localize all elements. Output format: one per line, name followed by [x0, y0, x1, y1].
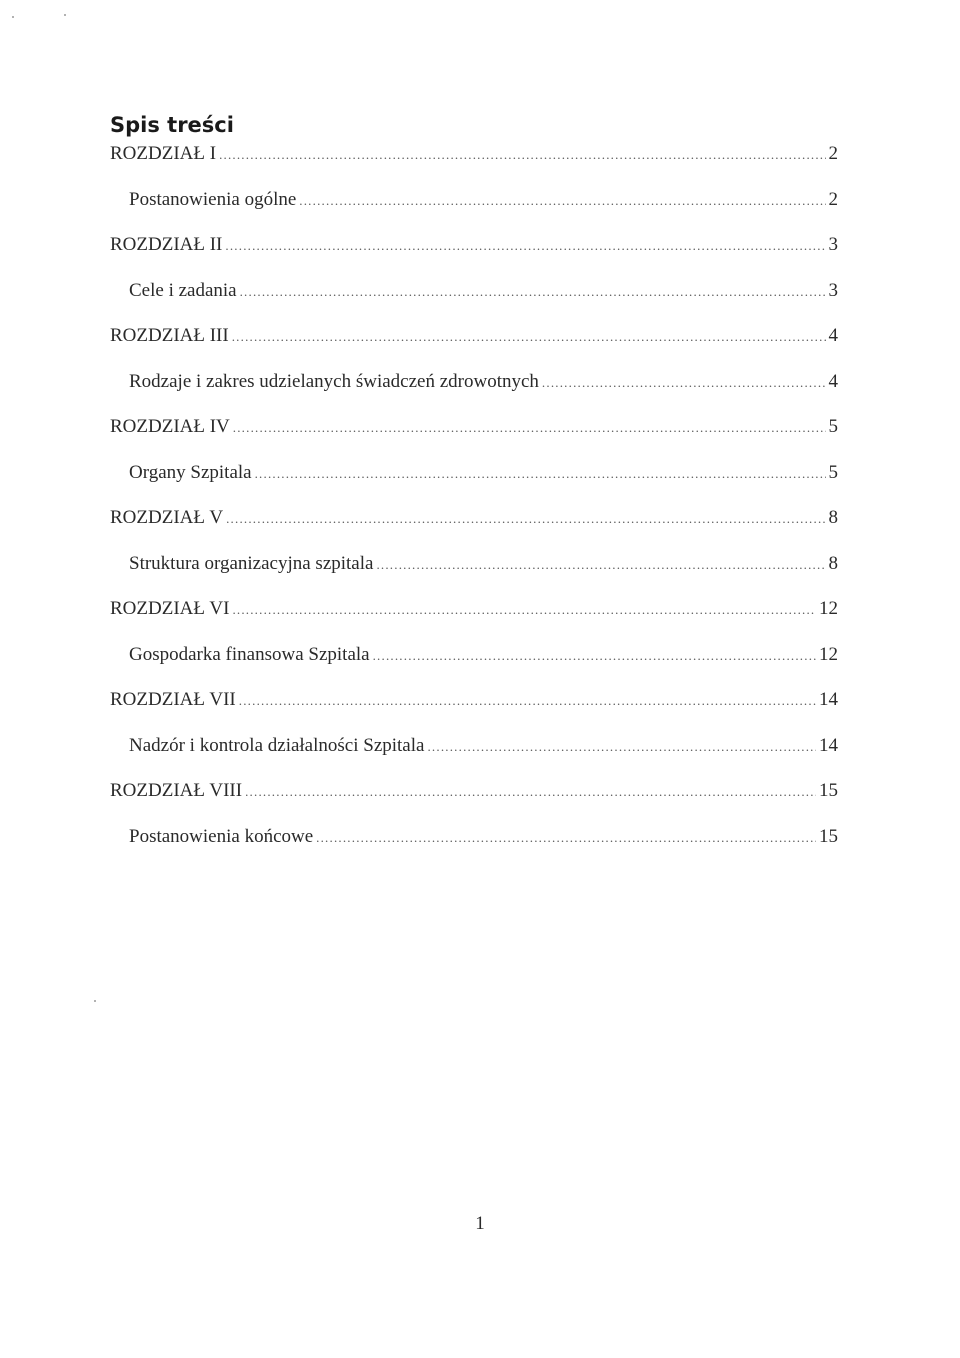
dot-leader — [299, 193, 825, 209]
toc-entry-title: Nadzór i kontrola działalności Szpitala — [129, 734, 425, 756]
toc-entry-title: Organy Szpitala — [129, 461, 252, 483]
dot-leader — [225, 238, 825, 254]
toc-entry-page: 5 — [828, 416, 838, 437]
toc-entry-title: Struktura organizacyjna szpitala — [129, 552, 374, 574]
toc-entry[interactable] — [110, 780, 838, 826]
toc-entry-page: 2 — [828, 143, 838, 164]
toc-entry-title: ROZDZIAŁ II — [110, 234, 223, 255]
scan-speck — [64, 14, 66, 16]
toc-entry[interactable] — [110, 234, 838, 280]
toc-entry[interactable] — [110, 371, 838, 417]
toc-entry[interactable] — [110, 826, 838, 872]
dot-leader — [316, 830, 816, 846]
toc-entry[interactable] — [110, 507, 838, 553]
toc-entry[interactable] — [110, 553, 838, 599]
dot-leader — [245, 784, 816, 800]
toc-entry-page: 14 — [819, 734, 838, 756]
dot-leader — [255, 466, 826, 482]
toc-entry[interactable] — [110, 189, 838, 235]
toc-entry-title: ROZDZIAŁ IV — [110, 416, 230, 437]
page-number: 1 — [475, 1213, 485, 1234]
table-of-contents — [110, 143, 838, 871]
scan-speck — [12, 16, 14, 18]
toc-entry-page: 2 — [828, 188, 838, 210]
toc-entry-page: 4 — [828, 325, 838, 346]
toc-entry[interactable] — [110, 416, 838, 462]
toc-entry-page: 12 — [819, 598, 838, 619]
dot-leader — [373, 648, 816, 664]
dot-leader — [226, 511, 825, 527]
dot-leader — [542, 375, 826, 391]
toc-entry-page: 5 — [828, 461, 838, 483]
toc-entry[interactable] — [110, 644, 838, 690]
toc-entry[interactable] — [110, 280, 838, 326]
dot-leader — [240, 284, 826, 300]
toc-entry-page: 3 — [828, 279, 838, 301]
toc-entry-page: 4 — [828, 370, 838, 392]
toc-entry-page: 14 — [819, 689, 838, 710]
toc-heading: Spis treści — [110, 113, 234, 137]
dot-leader — [232, 602, 816, 618]
toc-entry-title: Rodzaje i zakres udzielanych świadczeń zdrowotnych — [129, 370, 539, 392]
toc-entry-page: 12 — [819, 643, 838, 665]
toc-entry[interactable] — [110, 325, 838, 371]
toc-entry-title: ROZDZIAŁ I — [110, 143, 217, 164]
toc-entry-title: ROZDZIAŁ VII — [110, 689, 236, 710]
dot-leader — [239, 693, 816, 709]
toc-entry[interactable] — [110, 689, 838, 735]
toc-entry-page: 3 — [828, 234, 838, 255]
toc-entry-title: ROZDZIAŁ VI — [110, 598, 230, 619]
toc-entry-title: ROZDZIAŁ III — [110, 325, 229, 346]
scan-speck — [94, 1000, 96, 1002]
toc-entry-title: Postanowienia ogólne — [129, 188, 297, 210]
dot-leader — [233, 420, 826, 436]
toc-entry[interactable] — [110, 462, 838, 508]
toc-entry-page: 15 — [819, 780, 838, 801]
toc-entry[interactable] — [110, 598, 838, 644]
toc-entry-title: Gospodarka finansowa Szpitala — [129, 643, 370, 665]
toc-entry-title: ROZDZIAŁ VIII — [110, 780, 243, 801]
dot-leader — [376, 557, 825, 573]
toc-entry-page: 8 — [828, 552, 838, 574]
toc-entry-title: Cele i zadania — [129, 279, 237, 301]
toc-entry-page: 15 — [819, 825, 838, 847]
toc-entry-page: 8 — [828, 507, 838, 528]
dot-leader — [427, 739, 816, 755]
toc-entry[interactable] — [110, 735, 838, 781]
dot-leader — [219, 147, 825, 163]
toc-entry[interactable] — [110, 143, 838, 189]
toc-entry-title: Postanowienia końcowe — [129, 825, 314, 847]
dot-leader — [232, 329, 826, 345]
toc-entry-title: ROZDZIAŁ V — [110, 507, 224, 528]
